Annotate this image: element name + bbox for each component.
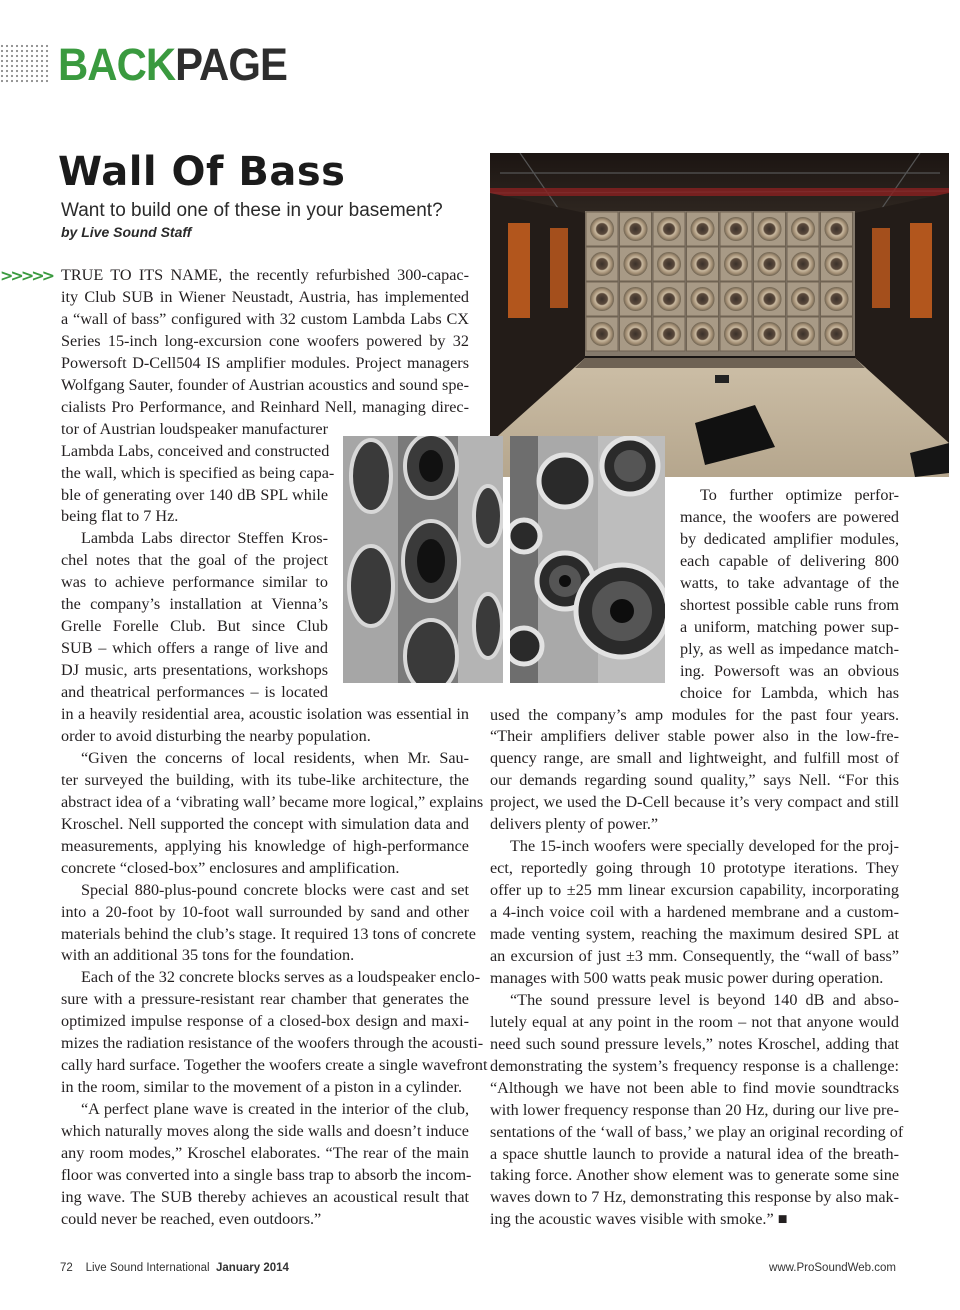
dot (31, 65, 33, 67)
page-number: 72 (60, 1262, 73, 1274)
text-line: DJ music, arts presentations, workshops (61, 661, 328, 680)
text-line: concrete “closed-box” enclosures and amplification. (61, 858, 400, 877)
woofer-icon (590, 322, 614, 346)
dot (11, 45, 13, 47)
dot (6, 60, 8, 62)
dot (6, 70, 8, 72)
text-line: “The sound pressure level is beyond 140 dB and abso- (510, 990, 899, 1009)
dot (6, 50, 8, 52)
text-line: with lower frequency response than 20 Hz, during our live pre- (490, 1100, 899, 1119)
woofer-icon (724, 287, 748, 311)
text-line: Lambda Labs, conceived and constructed (61, 441, 330, 460)
dot (6, 80, 8, 82)
dot (6, 55, 8, 57)
dot (1, 80, 3, 82)
dot (36, 75, 38, 77)
dot (41, 65, 43, 67)
text-line: Wolfgang Sauter, founder of Austrian acoustics and sound spe- (61, 375, 469, 394)
text-line: in a heavily residential area, acoustic isolation was essential in (61, 705, 469, 723)
dot (1, 60, 3, 62)
dot (21, 80, 23, 82)
text-line: Grelle Forelle Club. But since Club (61, 617, 328, 636)
text-line: ity Club SUB in Wiener Neustadt, Austria, has implemented (61, 287, 469, 306)
text-line: watts, to take advantage of the (680, 573, 899, 592)
woofer-icon (724, 217, 748, 241)
text-line: materials behind the club’s stage. It required 13 tons of concrete (61, 924, 476, 943)
text-line: used the company’s amp modules for the past four years. (490, 705, 899, 724)
woofer-icon (758, 287, 782, 311)
dot (31, 55, 33, 57)
dot (31, 60, 33, 62)
text-line: chel notes that the goal of the project (61, 551, 328, 570)
woofer-icon (724, 322, 748, 346)
dot (46, 60, 48, 62)
text-line: ect, reportedly going through 10 prototype iterations. They (490, 859, 899, 878)
concrete-woofer-closeup-photo-2 (510, 436, 665, 683)
text-line: floor was converted into a single bass trap to absorb the incom- (61, 1165, 472, 1184)
dot (26, 60, 28, 62)
text-line: Special 880-plus-pound concrete blocks were cast and set (81, 880, 469, 899)
club-stage-photo (490, 153, 949, 477)
dot (6, 75, 8, 77)
dot (46, 80, 48, 82)
woofer-icon (825, 217, 849, 241)
dot (26, 55, 28, 57)
dot (11, 55, 13, 57)
text-line: which naturally moves along the side walls and doesn’t induce (61, 1122, 469, 1141)
dot (11, 65, 13, 67)
dot (46, 50, 48, 52)
woofer-icon (791, 287, 815, 311)
text-line: and theatrical performances – is located (61, 683, 328, 702)
text-line: manages with 500 watts peak music power during operation. (490, 968, 884, 987)
text-line: ing wave. The SUB thereby achieves an acoustical result that (61, 1187, 469, 1206)
text-line: Each of the 32 concrete blocks serves as a loudspeaker enclo- (81, 968, 481, 987)
dot (16, 70, 18, 72)
dot (46, 55, 48, 57)
dot (21, 75, 23, 77)
text-line: sentations of the ‘wall of bass,’ we play an original recording of (490, 1122, 904, 1141)
dot (41, 75, 43, 77)
website-url: www.ProSoundWeb.com (769, 1262, 896, 1274)
concrete-woofer-closeup-photo-1 (343, 436, 503, 683)
dot (1, 45, 3, 47)
dot (1, 55, 3, 57)
dot (36, 60, 38, 62)
dot (36, 45, 38, 47)
dot (36, 80, 38, 82)
dot (31, 70, 33, 72)
text-line: TRUE TO ITS NAME, the recently refurbished 300-capac- (61, 266, 469, 284)
text-line: shortest possible cable runs from (680, 595, 899, 614)
dot (26, 80, 28, 82)
dot (26, 50, 28, 52)
text-line: project, we used the D-Cell because it’s very compact and still (490, 793, 899, 812)
dot (11, 75, 13, 77)
dot (41, 60, 43, 62)
woofer-icon (758, 252, 782, 276)
dot (41, 50, 43, 52)
section-title (58, 40, 287, 90)
dot (16, 60, 18, 62)
text-line: lutely equal at any point in the room – not that anyone would (490, 1012, 899, 1031)
text-line: optimized impulse response of a closed-box design and maxi- (61, 1012, 469, 1031)
text-line: could never be reached, even outdoors.” (61, 1209, 322, 1228)
woofer-icon (791, 217, 815, 241)
woofer-icon (791, 252, 815, 276)
article-byline: by Live Sound Staff (61, 224, 192, 240)
text-line: Lambda Labs director Steffen Kros- (81, 529, 328, 548)
dot (16, 75, 18, 77)
text-line: the company’s installation at Vienna’s (61, 595, 328, 614)
dot (31, 50, 33, 52)
dot (36, 70, 38, 72)
text-line: into a 20-foot by 10-foot wall surrounded by sand and other (61, 902, 469, 921)
dot (46, 45, 48, 47)
dot (1, 50, 3, 52)
dot (1, 70, 3, 72)
text-line: being flat to 7 Hz. (61, 507, 179, 526)
dot (41, 55, 43, 57)
text-line: any room modes,” Kroschel elaborates. “The rear of the main (61, 1144, 469, 1162)
dot (21, 45, 23, 47)
dot-grid-ornament (0, 44, 52, 84)
dot (6, 45, 8, 47)
woofer-icon (758, 217, 782, 241)
dot (21, 70, 23, 72)
text-line: need such sound pressure levels,” notes Kroschel, adding that (490, 1034, 899, 1053)
dot (16, 65, 18, 67)
text-line: choice for Lambda, which has (680, 683, 899, 702)
article-headline: Wall Of Bass (58, 149, 346, 195)
dot (21, 50, 23, 52)
text-line: cialists Pro Performance, and Reinhard Nell, managing direc- (61, 397, 469, 416)
text-line: Series 15-inch long-excursion cone woofers powered by 32 (61, 331, 469, 350)
text-line: “A perfect plane wave is created in the interior of the club, (81, 1100, 469, 1119)
dot (11, 80, 13, 82)
text-line: To further optimize perfor- (700, 486, 899, 504)
text-line: waves down to 7 Hz, demonstrating this response by also mak- (490, 1188, 899, 1207)
issue-date: January 2014 (216, 1262, 289, 1274)
dot (36, 65, 38, 67)
woofer-icon (825, 287, 849, 311)
text-line: with an additional 35 tons for the foundation. (61, 946, 355, 965)
dot (46, 65, 48, 67)
woofer-icon (590, 252, 614, 276)
woofer-icon (657, 322, 681, 346)
dot (16, 50, 18, 52)
woofer-icon (691, 287, 715, 311)
dot (31, 80, 33, 82)
woofer-icon (691, 322, 715, 346)
dot (6, 65, 8, 67)
dot (16, 45, 18, 47)
dot (46, 70, 48, 72)
woofer-icon (657, 217, 681, 241)
dot (41, 70, 43, 72)
text-line: The 15-inch woofers were specially developed for the proj- (510, 837, 899, 856)
dot (36, 50, 38, 52)
dot (26, 70, 28, 72)
woofer-icon (657, 287, 681, 311)
footer-left (60, 1262, 289, 1274)
woofer-icon (624, 287, 648, 311)
text-line: taking force. Another show element was to generate some sine (490, 1166, 899, 1185)
text-line: “Although we have not been able to find movie soundtracks (490, 1078, 899, 1097)
text-line: abstract idea of a ‘vibrating wall’ became more logical,” explains (61, 792, 484, 811)
dot (1, 75, 3, 77)
woofer-icon (624, 217, 648, 241)
text-line: order to avoid disturbing the nearby population. (61, 726, 371, 745)
lead-chevrons-icon: >>>>> (0, 266, 53, 285)
dot (21, 55, 23, 57)
woofer-icon (590, 217, 614, 241)
dot (26, 65, 28, 67)
text-line: offer up to ±25 mm linear excursion capability, incorporating (490, 881, 899, 900)
text-line: a 4-inch voice coil with a hardened membrane and a custom- (490, 903, 899, 922)
dot (21, 60, 23, 62)
woofer-icon (590, 287, 614, 311)
text-line: ble of generating over 140 dB SPL while (61, 485, 328, 504)
text-line: mizes the radiation resistance of the woofers through the acousti- (61, 1034, 484, 1053)
woofer-icon (624, 252, 648, 276)
woofer-icon (791, 322, 815, 346)
text-line: was to achieve performance similar to (61, 573, 328, 592)
text-line: tor of Austrian loudspeaker manufacturer (61, 419, 328, 438)
text-line: each capable of delivering 800 (680, 551, 899, 570)
dot (31, 75, 33, 77)
text-line: “Given the concerns of local residents, when Mr. Sau- (81, 748, 469, 767)
text-line: sure with a pressure-resistant rear chamber that generates the (61, 990, 469, 1009)
text-line: measurements, applying his knowledge of high-performance (61, 836, 469, 855)
dot (26, 75, 28, 77)
woofer-icon (691, 252, 715, 276)
woofer-icon (724, 252, 748, 276)
text-line: mance, the woofers are powered (680, 507, 899, 526)
text-line: the wall, which is specified as being capa- (61, 463, 335, 482)
text-line: Kroschel. Nell supported the concept with simulation data and (61, 814, 469, 833)
text-line: cally hard surface. Together the woofers create a single wavefront (61, 1056, 488, 1075)
text-line: a “wall of bass” configured with 32 custom Lambda Labs CX (61, 309, 469, 328)
text-line: in the room, similar to the movement of a piston in a cylinder. (61, 1078, 463, 1097)
dot (31, 45, 33, 47)
dot (41, 45, 43, 47)
text-line: SUB – which offers a range of live and (61, 639, 328, 658)
woofer-icon (758, 322, 782, 346)
dot (21, 65, 23, 67)
dot (41, 80, 43, 82)
text-line: ing. Powersoft was an obvious (680, 661, 899, 680)
text-line: delivers plenty of power.” (490, 815, 659, 834)
text-line: our demands regarding sound quality,” says Nell. “For this (490, 771, 899, 790)
text-line: made venting system, reaching the maximum desired SPL at (490, 925, 899, 943)
text-line: ply, as well as impedance match- (680, 639, 899, 658)
text-line: by dedicated amplifier modules, (680, 529, 899, 548)
dot (1, 65, 3, 67)
text-line: Powersoft D-Cell504 IS amplifier modules. Project managers (61, 353, 469, 372)
woofer-icon (825, 322, 849, 346)
text-line: “Their amplifiers deliver stable power also in the low-fre- (490, 727, 899, 746)
text-line: a space shuttle launch to provide a natural idea of the breath- (490, 1144, 899, 1163)
dot (11, 60, 13, 62)
dot (26, 45, 28, 47)
publication-name: Live Sound International (85, 1262, 210, 1274)
dot (16, 55, 18, 57)
dot (16, 80, 18, 82)
woofer-icon (624, 322, 648, 346)
text-line: ter surveyed the building, with its tube-like architecture, the (61, 770, 469, 789)
text-line: demonstrating the system’s frequency response is a challenge: (490, 1056, 899, 1075)
section-title-back: BACK (58, 39, 176, 90)
dot (11, 50, 13, 52)
article-subhead: Want to build one of these in your basement? (61, 200, 443, 221)
dot (11, 70, 13, 72)
woofer-icon (691, 217, 715, 241)
dot (46, 75, 48, 77)
woofer-icon (825, 252, 849, 276)
text-line: quency range, are small and lightweight, and fulfill most of (490, 749, 899, 768)
text-line: an excursion of just ±3 mm. Consequently, the “wall of bass” (490, 946, 899, 965)
text-line: a uniform, matching power sup- (680, 617, 899, 636)
woofer-icon (657, 252, 681, 276)
dot (36, 55, 38, 57)
section-title-page: PAGE (175, 39, 287, 90)
text-line: ing the acoustic waves visible with smoke.” ■ (490, 1210, 788, 1229)
